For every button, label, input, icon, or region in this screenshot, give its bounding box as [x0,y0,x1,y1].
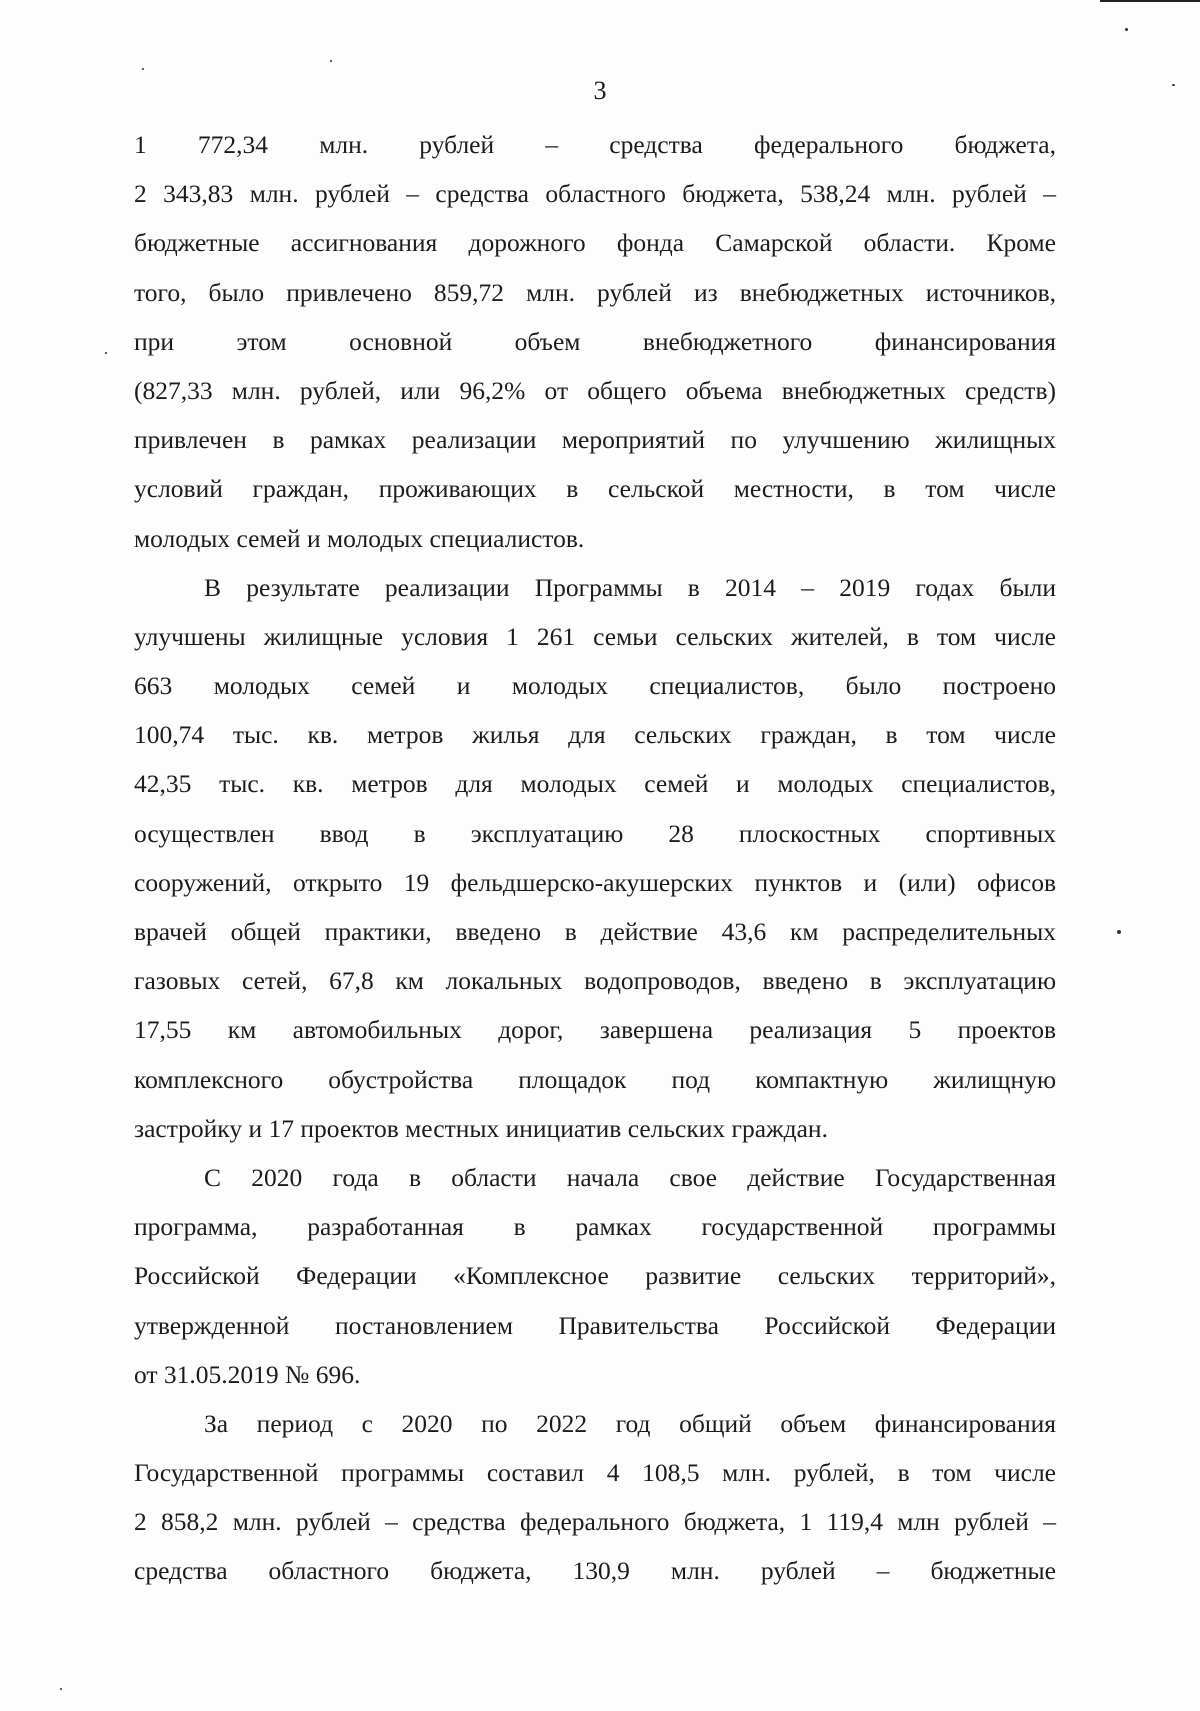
text-line: (827,33 млн. рублей, или 96,2% от общего объема внебюджетных средств) [134,375,1056,405]
text-line: комплексного обустройства площадок под компактную жилищную [134,1064,1056,1094]
page-number: 3 [593,76,607,105]
text-line: газовых сетей, 67,8 км локальных водопроводов, введено в эксплуатацию [134,966,1056,996]
text-line: В результате реализации Программы в 2014 – 2019 годах были [204,572,1056,602]
text-line: 1 772,34 млн. рублей – средства федерального бюджета, [134,130,1056,159]
text-line: программа, разработанная в рамках государственной программы [134,1212,1056,1242]
paragraph-2 [134,563,1056,1153]
text-line: бюджетные ассигнования дорожного фонда Самарской области. Кроме [134,228,1056,258]
text-line: улучшены жилищные условия 1 261 семьи сельских жителей, в том числе [134,621,1056,651]
text-line: врачей общей практики, введено в действие 43,6 км распределительных [134,917,1056,946]
text-line: 17,55 км автомобильных дорог, завершена реализация 5 проектов [134,1015,1056,1045]
text-line: осуществлен ввод в эксплуатацию 28 плоскостных спортивных [134,818,1056,848]
text-line: того, было привлечено 859,72 млн. рублей из внебюджетных источников, [134,277,1056,307]
scan-speck [142,68,144,70]
text-line: молодых семей и молодых специалистов. [134,523,585,553]
text-line: 100,74 тыс. кв. метров жилья для сельских граждан, в том числе [134,720,1056,750]
text-line: Государственной программы составил 4 108,5 млн. рублей, в том числе [134,1458,1056,1488]
paragraph-4 [134,1399,1056,1596]
scan-speck [60,1688,62,1690]
scan-speck [1117,930,1121,934]
paragraph-3 [134,1153,1056,1399]
text-line: 2 858,2 млн. рублей – средства федерального бюджета, 1 119,4 млн рублей – [134,1507,1056,1537]
text-line: За период с 2020 по 2022 год общий объем финансирования [204,1408,1056,1438]
text-line: от 31.05.2019 № 696. [134,1359,361,1389]
text-line: средства областного бюджета, 130,9 млн. рублей – бюджетные [134,1556,1056,1586]
top-edge-rule [1100,0,1200,2]
document-body [134,120,1056,1596]
text-line: застройку и 17 проектов местных инициатив сельских граждан. [134,1113,828,1143]
scan-speck [1125,28,1128,31]
text-line: 42,35 тыс. кв. метров для молодых семей и молодых специалистов, [134,769,1056,799]
text-line: 663 молодых семей и молодых специалистов, было построено [134,671,1056,701]
text-line: утвержденной постановлением Правительства Российской Федерации [134,1310,1056,1340]
scan-speck [330,60,332,62]
text-line: привлечен в рамках реализации мероприятий по улучшению жилищных [134,425,1056,455]
text-line: условий граждан, проживающих в сельской местности, в том числе [134,474,1056,504]
text-line: Российской Федерации «Комплексное развитие сельских территорий», [134,1261,1056,1291]
text-line: С 2020 года в области начала свое действие Государственная [204,1162,1056,1192]
text-line: сооружений, открыто 19 фельдшерско-акушерских пунктов и (или) офисов [134,867,1056,897]
scan-speck [1172,84,1175,86]
text-line: при этом основной объем внебюджетного финансирования [134,326,1056,356]
paragraph-1 [134,120,1056,563]
text-line: 2 343,83 млн. рублей – средства областного бюджета, 538,24 млн. рублей – [134,179,1056,209]
scan-speck [105,352,107,354]
